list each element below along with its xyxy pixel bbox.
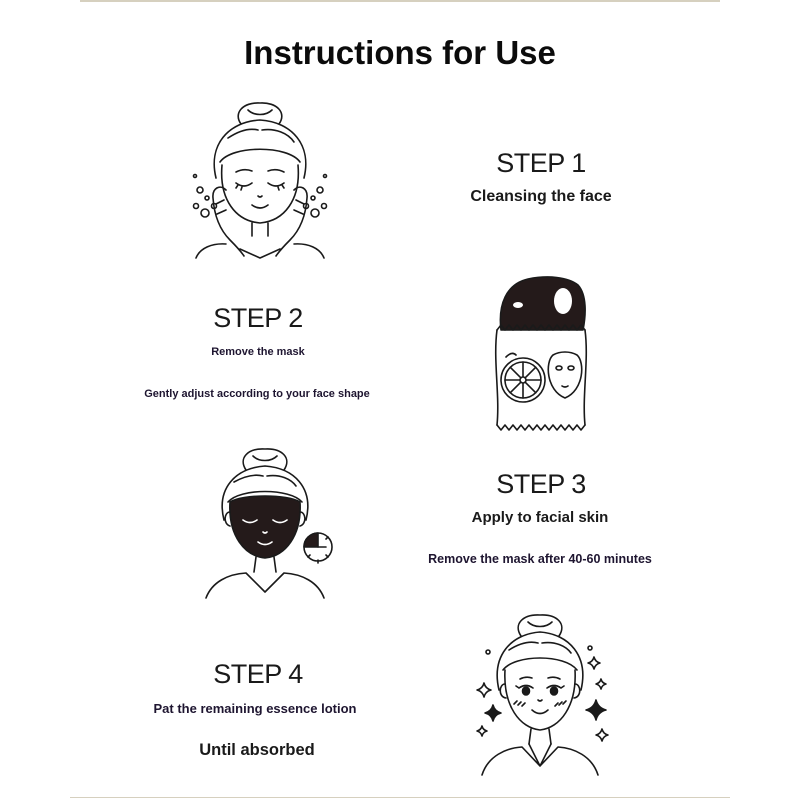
towel-bun bbox=[243, 449, 287, 470]
towel-bun bbox=[518, 615, 562, 636]
mask-package-icon bbox=[496, 277, 587, 430]
face-mask-outline-icon bbox=[548, 352, 581, 398]
robe bbox=[206, 573, 324, 598]
open-eyes bbox=[516, 686, 564, 696]
black-sheet-mask bbox=[230, 496, 300, 558]
citrus-slice-icon bbox=[501, 353, 545, 402]
step-2-note: Gently adjust according to your face shape bbox=[144, 388, 370, 400]
step-3-heading: STEP 3 bbox=[496, 469, 586, 499]
sheet-mask bbox=[500, 277, 585, 330]
woman-wearing-mask-with-timer-icon bbox=[206, 449, 332, 598]
left-hand bbox=[213, 187, 244, 256]
step-4-description: Pat the remaining essence lotion bbox=[153, 701, 357, 716]
timer-clock-icon bbox=[304, 533, 332, 563]
robe bbox=[482, 744, 598, 775]
happy-woman-with-sparkles-icon bbox=[477, 615, 608, 775]
package-bottom-edge bbox=[497, 425, 585, 430]
sparkle-icons bbox=[477, 646, 608, 741]
towel-bun bbox=[238, 103, 282, 124]
robe bbox=[196, 244, 324, 258]
step-2-description: Remove the mask bbox=[211, 346, 305, 358]
smile bbox=[532, 710, 548, 714]
page-title: Instructions for Use bbox=[244, 34, 556, 71]
step-2-heading: STEP 2 bbox=[213, 303, 303, 333]
step-3-note: Remove the mask after 40-60 minutes bbox=[428, 552, 652, 566]
woman-washing-face-icon bbox=[194, 103, 327, 258]
face-outline bbox=[505, 670, 575, 730]
step-1-heading: STEP 1 bbox=[496, 148, 586, 178]
towel-wrap bbox=[497, 632, 583, 690]
step-4-heading: STEP 4 bbox=[213, 659, 303, 689]
right-hand bbox=[276, 187, 307, 256]
step-3-description: Apply to facial skin bbox=[471, 509, 609, 526]
closed-eyes bbox=[236, 183, 284, 186]
face-outline bbox=[222, 165, 299, 223]
step-4-note: Until absorbed bbox=[199, 741, 315, 759]
step-1-description: Cleansing the face bbox=[470, 188, 612, 205]
smile bbox=[252, 205, 268, 208]
